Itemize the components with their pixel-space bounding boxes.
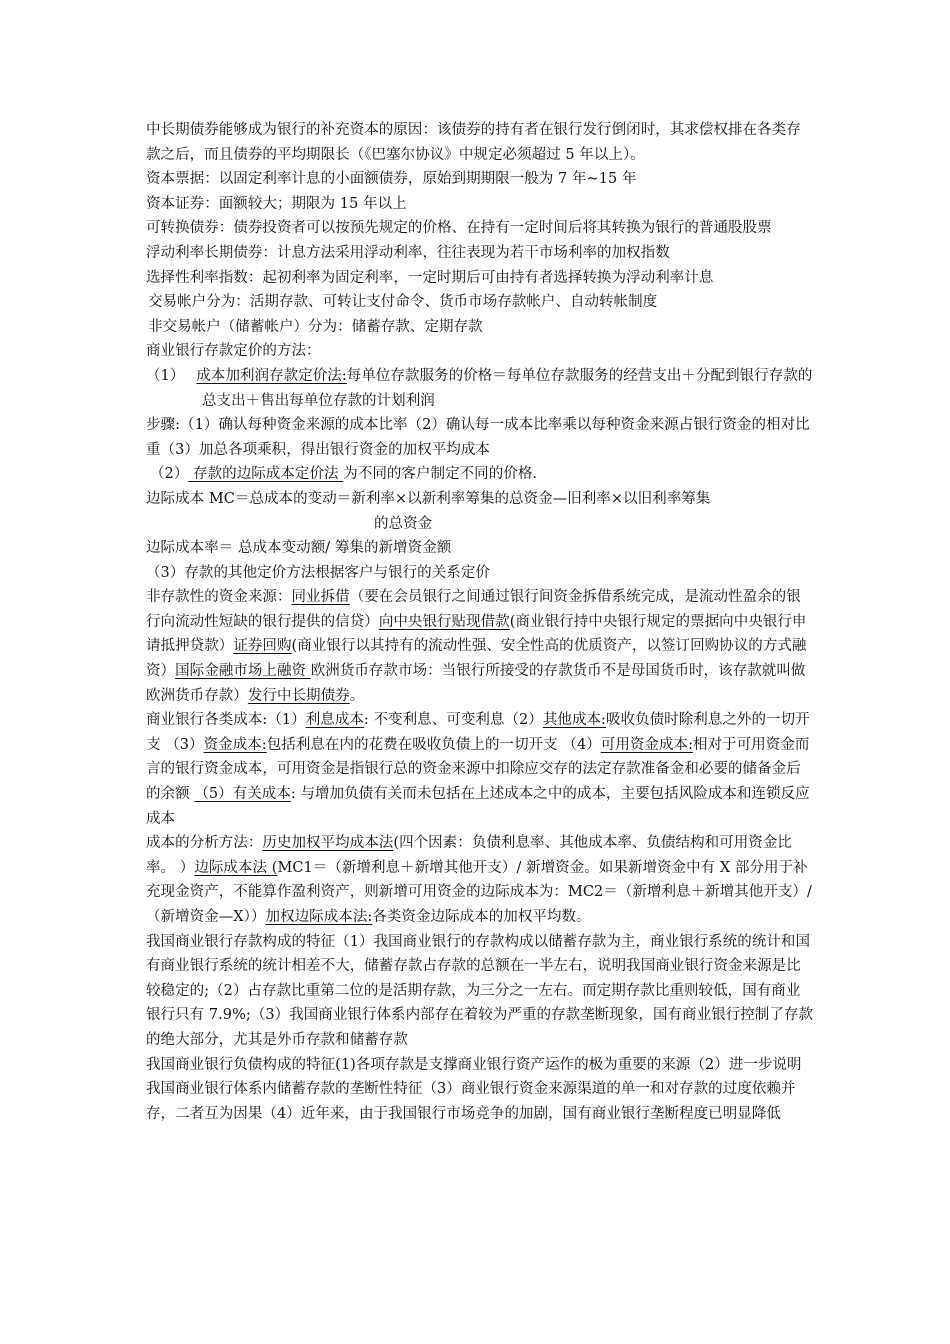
text-run: 相对于可用资金而言的银行资金成本，可用资金是指银行总的资金来源中扣除应交存的法定存款准备金和必要的储备金后的余额 (146, 736, 810, 803)
underlined-term: 国际金融市场上融资 (175, 663, 311, 680)
paragraph-p8 (146, 315, 814, 340)
underlined-term: 成本加利润存款定价法: (196, 367, 347, 384)
underlined-term: （5）有关成本 (194, 786, 291, 803)
text-run: (商业银行持中央银行规定的票据向中央银行申请抵押贷款） (146, 613, 807, 655)
text-run: (四个因素：负债利息率、其他成本率、负债结构和可用资金比率。 ） (146, 835, 792, 876)
text-run: 选择性利率指数：起初利率为固定利率，一定时期后可由持有者选择转换为浮动利率计息 (146, 269, 714, 286)
text-run: （3）存款的其他定价方法根据客户与银行的关系定价 (146, 564, 490, 581)
paragraph-p9 (146, 339, 814, 364)
paragraph-p18 (146, 831, 814, 929)
paragraph-p12 (146, 462, 814, 487)
paragraph-p17 (146, 708, 814, 831)
text-run: 非交易帐户（储蓄帐户）分为：储蓄存款、定期存款 (148, 318, 483, 335)
underlined-term: 其他成本: (542, 712, 606, 729)
paragraph-p7 (146, 290, 814, 315)
text-run: 商业银行各类成本:（1） (146, 712, 306, 729)
underlined-term: 利息成本 (305, 712, 364, 729)
paragraph-p3 (146, 192, 814, 217)
paragraph-p5 (146, 241, 814, 266)
paragraph-p14 (146, 536, 814, 561)
text-run: 我国商业银行负债构成的特征(1)各项存款是支撑商业银行资产运作的极为重要的来源（2）进一步说明我国商业银行体系内储蓄存款的垄断性特征（3）商业银行资金来源渠道的单一和对存款的过度依赖并存，二者互为因果（4）近年来，由于我国银行市场竞争的加剧，国有商业银行垄断程度已明显降低 (146, 1056, 802, 1122)
text-run: 欧洲货币存款市场：当银行所接受的存款货币不是母国货币时，该存款就叫做欧洲货币存款） (146, 663, 806, 704)
text-run: 为不同的客户制定不同的价格. (343, 466, 538, 483)
underlined-term: 向中央银行贴现借款 (378, 613, 510, 630)
text-run: （要在会员银行之间通过银行间资金拆借系统完成，是流动性盈余的银行向流动性短缺的银行提供的信贷） (146, 589, 801, 630)
paragraph-p19 (146, 930, 814, 1053)
text-run: MC1＝（新增利息＋新增其他开支）/ 新增资金。如果新增资金中有 X 部分用于补充现金资产，不能算作盈利资产，则新增可用资金的边际成本为：MC2＝（新增利息＋新增其他开支）/ （新增资金—X）） (146, 859, 812, 925)
text-run: 商业银行存款定价的方法： (146, 343, 321, 360)
underlined-term: 边际成本法 ( (194, 859, 278, 876)
paragraph-p2 (146, 167, 814, 192)
paragraph-p4 (146, 216, 814, 241)
underlined-term: 证券回购 (233, 638, 292, 655)
text-run: 资本证券：面额较大；期限为 15 年以上 (146, 195, 407, 212)
text-run: 中长期债券能够成为银行的补充资本的原因：该债券的持有者在银行发行倒闭时，其求偿权排在各类存款之后，而且债券的平均期限长（《巴塞尔协议》中规定必须超过 5 年以上）。 (146, 122, 801, 163)
underlined-term: 历史加权平均成本法 (262, 835, 394, 852)
text-run: 吸收负债时除利息之外的一切开支 （3） (146, 712, 810, 753)
underlined-term: 同业拆借 (291, 589, 350, 606)
paragraph-p10 (146, 364, 814, 413)
document-body (146, 118, 814, 1126)
text-run: : 与增加负债有关而未包括在上述成本之中的成本，主要包括风险成本和连锁反应成本 (146, 786, 810, 827)
underlined-term: 可用资金成本: (600, 736, 694, 753)
paragraph-p1 (146, 118, 814, 167)
text-run: 交易帐户分为：活期存款、可转让支付命令、货币市场存款帐户、自动转帐制度 (148, 294, 658, 311)
text-run: 边际成本率＝ 总成本变动额/ 筹集的新增资金额 (146, 540, 452, 557)
text-run: 资本票据：以固定利率计息的小面额债券，原始到期期限一般为 7 年~15 年 (146, 171, 637, 188)
text-run: 可转换债券：债券投资者可以按预先规定的价格、在持有一定时间后将其转换为银行的普通股股票 (146, 220, 772, 237)
text-run: 我国商业银行存款构成的特征（1）我国商业银行的存款构成以储蓄存款为主，商业银行系统的统计和国有商业银行系统的统计相差不大，储蓄存款占存款的总额在一半左右，说明我国商业银行资金来源是比较稳定的;（2）占存款比重第二位的是活期存款，为三分之一左右。而定期存款比重则较低，国有商业银行只有 7.9%;（3）我国商业银行体系内部存在着较为严重的存款垄断现象，国有商业银行控制了存款的绝大部分，尤其是外币存款和储蓄存款 (146, 933, 814, 1048)
paragraph-p6 (146, 266, 814, 291)
text-run: 。 (349, 687, 365, 704)
paragraph-p20 (146, 1053, 814, 1127)
text-run: 成本的分析方法： (146, 835, 263, 852)
paragraph-p11 (146, 413, 814, 462)
text-run: (商业银行以其持有的流动性强、安全性高的优质资产，以签订回购协议的方式融资） (146, 638, 807, 680)
text-run: 步骤:（1）确认每种资金来源的成本比率（2）确认每一成本比率乘以每种资金来源占银行资金的相对比重（3）加总各项乘积，得出银行资金的加权平均成本 (146, 417, 810, 458)
text-run: 各类资金边际成本的加权平均数。 (372, 909, 591, 925)
paragraph-p13b (146, 512, 814, 537)
text-run: （2） (150, 466, 189, 483)
text-run: 边际成本 MC＝总成本的变动＝新利率×以新利率筹集的总资金—旧利率×以旧利率筹集 (146, 490, 711, 507)
paragraph-p16 (146, 585, 814, 708)
underlined-term: 资金成本: (203, 736, 267, 753)
text-run: 每单位存款服务的价格＝每单位存款服务的经营支出＋分配到银行存款的总支出＋售出每单位存款的计划利润 (202, 367, 813, 409)
text-run: 的总资金 (374, 515, 433, 532)
paragraph-p13 (146, 487, 814, 512)
paragraph-p15 (146, 561, 814, 586)
text-run: : 不变利息、可变利息（2） (363, 712, 543, 729)
text-run: 非存款性的资金来源： (146, 589, 292, 606)
underlined-term: 发行中长期债券 (247, 687, 350, 704)
underlined-term: 加权边际成本法: (265, 909, 373, 925)
text-run: 包括利息在内的花费在吸收负债上的一切开支 （4） (266, 736, 601, 753)
underlined-term: 存款的边际成本定价法 (188, 466, 344, 483)
text-run: 浮动利率长期债券：计息方法采用浮动利率，往往表现为若干市场利率的加权指数 (146, 244, 670, 261)
text-run: （1） (146, 367, 197, 384)
